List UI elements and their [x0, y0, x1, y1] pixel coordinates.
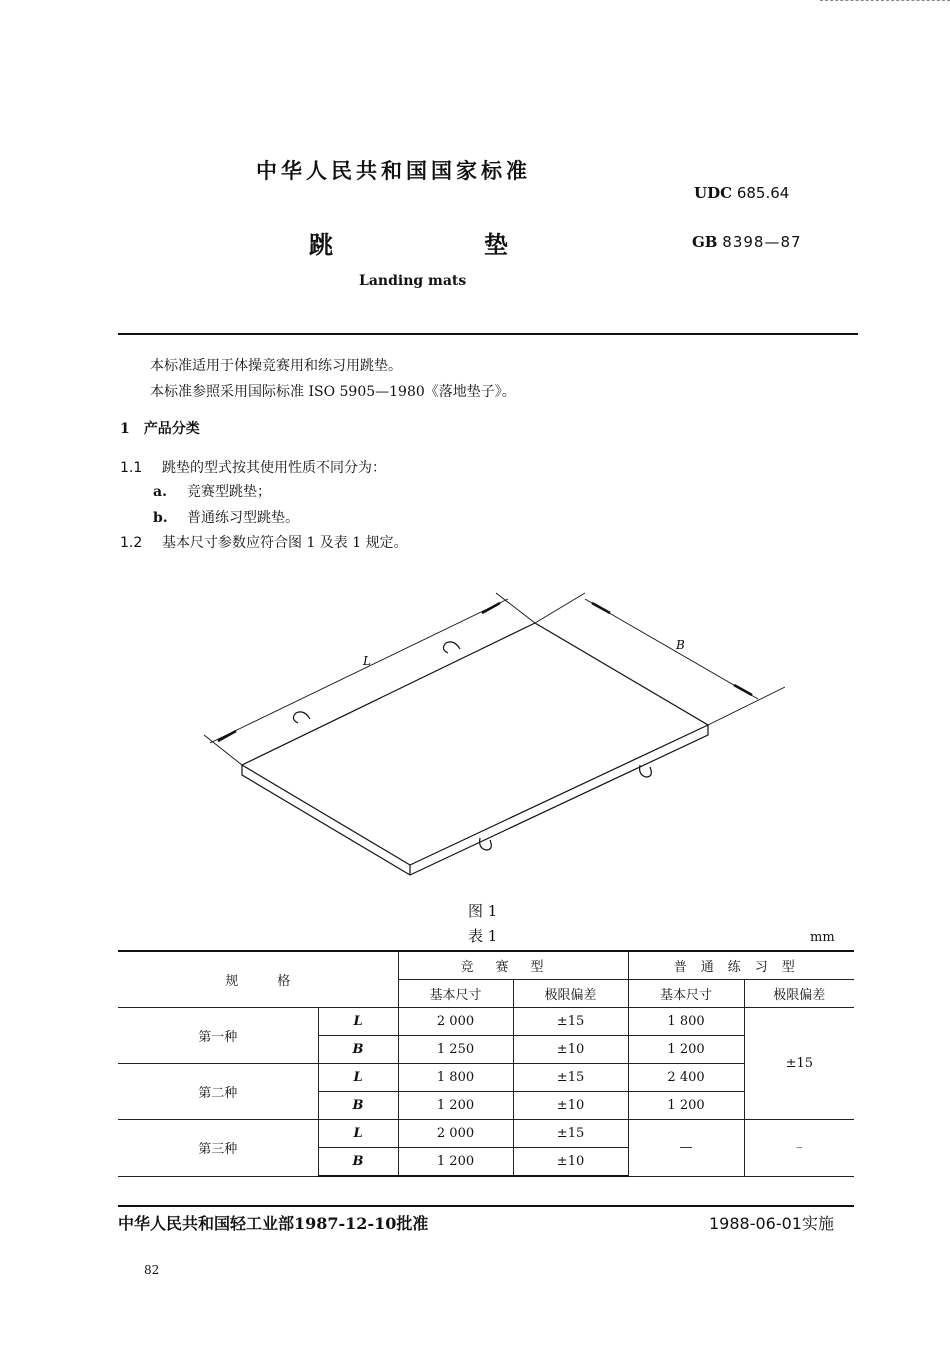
header-spec: 规 格 [118, 951, 398, 1008]
intro-paragraph-2: 本标准参照采用国际标准 ISO 5905—1980《落地垫子》。 [150, 384, 516, 400]
mat-outline [242, 623, 708, 875]
prac-tol-merged-cell: ±15 [744, 1008, 854, 1120]
dim-cell: L [318, 1008, 398, 1036]
list-text: 竞赛型跳垫； [187, 484, 271, 500]
comp-size-cell: 1 200 [398, 1092, 513, 1120]
table-unit: mm [810, 930, 835, 945]
list-item-a [153, 481, 271, 501]
comp-size-cell: 2 000 [398, 1120, 513, 1148]
type-cell: 第二种 [118, 1064, 318, 1120]
gb-number: 8398—87 [722, 233, 802, 251]
handle-loop-1 [443, 642, 460, 653]
landing-mat-figure [180, 585, 800, 885]
header-prac-tolerance: 极限偏差 [744, 980, 854, 1008]
dim-cell: B [318, 1036, 398, 1064]
comp-tol-cell: ±10 [513, 1148, 628, 1177]
dim-cell: B [318, 1148, 398, 1177]
section-1-heading [120, 418, 200, 438]
dim-cell: B [318, 1092, 398, 1120]
comp-tol-cell: ±15 [513, 1064, 628, 1092]
table-row [118, 1008, 854, 1036]
page-number: 82 [144, 1263, 160, 1277]
comp-tol-cell: ±10 [513, 1092, 628, 1120]
gb-code [692, 233, 802, 251]
comp-size-cell: 2 000 [398, 1008, 513, 1036]
english-title: Landing mats [359, 273, 467, 289]
document-title-char-2: 垫 [484, 230, 508, 259]
implementation-date: 1988-06-01实施 [709, 1214, 834, 1233]
gb-label: GB [692, 233, 718, 251]
list-label: b. [153, 510, 168, 526]
clause-text: 跳垫的型式按其使用性质不同分为： [162, 460, 386, 476]
clause-number: 1.1 [120, 460, 143, 476]
prac-size-cell: 2 400 [628, 1064, 744, 1092]
clause-1-2 [120, 532, 408, 552]
list-label: a. [153, 484, 167, 500]
list-item-b [153, 507, 299, 527]
handle-loop-2 [293, 712, 310, 723]
intro-paragraph-1: 本标准适用于体操竞赛用和练习用跳垫。 [150, 358, 402, 374]
type3-prac-size-cell: — [628, 1120, 744, 1177]
header-comp-tolerance: 极限偏差 [513, 980, 628, 1008]
prac-size-cell: 1 200 [628, 1036, 744, 1064]
clause-1-1 [120, 457, 386, 477]
comp-size-cell: 1 800 [398, 1064, 513, 1092]
section-title: 产品分类 [143, 421, 200, 437]
comp-tol-cell: ±15 [513, 1008, 628, 1036]
header-comp-size: 基本尺寸 [398, 980, 513, 1008]
udc-number: 685.64 [736, 184, 790, 202]
clause-number: 1.2 [120, 535, 143, 551]
standard-title: 中华人民共和国国家标准 [256, 158, 531, 183]
comp-size-cell: 1 200 [398, 1148, 513, 1177]
header-practice: 普通练习型 [628, 951, 854, 980]
header-prac-size: 基本尺寸 [628, 980, 744, 1008]
udc-code [694, 184, 789, 202]
header-rule [118, 333, 858, 335]
type-cell: 第一种 [118, 1008, 318, 1064]
prac-size-cell: 1 200 [628, 1092, 744, 1120]
prac-size-cell: 1 800 [628, 1008, 744, 1036]
footer-rule [118, 1205, 854, 1207]
type3-prac-tol-cell: – [744, 1120, 854, 1177]
list-text: 普通练习型跳垫。 [187, 510, 299, 526]
scan-edge-line [820, 0, 950, 1]
table-caption: 表 1 [468, 927, 498, 945]
dim-cell: L [318, 1064, 398, 1092]
figure-caption: 图 1 [468, 902, 498, 920]
section-number: 1 [120, 421, 130, 437]
type-cell: 第三种 [118, 1120, 318, 1177]
table-header-row [118, 951, 854, 980]
approval-line: 中华人民共和国轻工业部1987-12-10批准 [118, 1214, 429, 1233]
dimension-label-l: L [363, 654, 371, 668]
header-competition: 竞赛型 [398, 951, 628, 980]
specification-table [118, 950, 854, 1177]
table-row [118, 1064, 854, 1092]
clause-text: 基本尺寸参数应符合图 1 及表 1 规定。 [162, 535, 408, 551]
comp-tol-cell: ±15 [513, 1120, 628, 1148]
dim-cell: L [318, 1120, 398, 1148]
comp-size-cell: 1 250 [398, 1036, 513, 1064]
comp-tol-cell: ±10 [513, 1036, 628, 1064]
document-title-char-1: 跳 [309, 230, 333, 259]
dimension-label-b: B [676, 638, 685, 652]
udc-label: UDC [694, 184, 733, 202]
table-row [118, 1120, 854, 1148]
